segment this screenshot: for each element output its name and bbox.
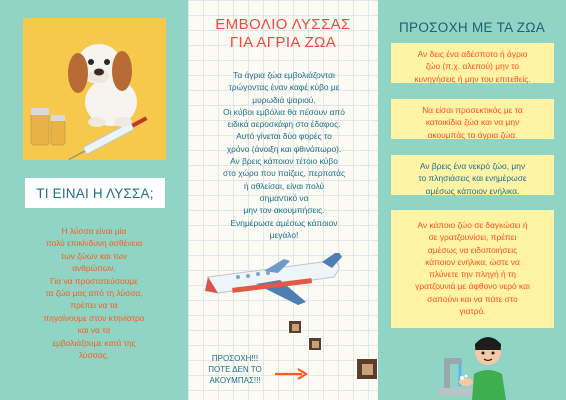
bait-cube-icon: [356, 358, 378, 380]
text-line: Η λύσσα είναι μία: [61, 226, 127, 236]
title-line: ΓΙΑ ΑΓΡΙΑ ΖΩΑ: [229, 34, 337, 51]
dog-toy-illustration: [23, 18, 166, 160]
tip-line: ακουμπάς τα άγρια ζώα.: [427, 129, 518, 140]
tip-line: σε γρατζουνίσει, πρέπει: [428, 232, 517, 243]
tip-line: το πλησιάσεις και ενημέρωσε: [418, 173, 527, 184]
text-line: μεγάλο!: [269, 229, 299, 240]
vaccine-explanation-text: [206, 69, 362, 241]
text-line: Τα άγρια ζώα εμβολιάζονται: [233, 70, 335, 80]
text-line: τα ζώα μας από τη λύσσα,: [45, 288, 143, 299]
text-line: Αν βρεις κάποιον τέτοιο κύβο: [230, 156, 338, 167]
tip-line: Να είσαι προσεκτικός με τα: [422, 105, 523, 115]
tip-line: κυνηγήσεις ή μην του επιτεθείς.: [414, 73, 531, 84]
text-line: ειδικά αεροσκάφη στο έδαφος.: [227, 119, 341, 130]
what-is-rabies-heading: [25, 178, 165, 208]
tip-box: [391, 210, 554, 328]
warning-line: ΠΡΟΣΟΧΗ!!!: [211, 354, 259, 363]
warning-line: ΠΟΤΕ ΔΕΝ ΤΟ: [208, 365, 262, 374]
middle-panel: [188, 0, 378, 400]
left-panel: [0, 0, 188, 400]
left-heading-text: ΤΙ ΕΙΝΑΙ Η ΛΥΣΣΑ;: [36, 185, 154, 201]
dog-vaccine-photo: [23, 18, 166, 160]
text-line: πολύ επικίνδυνη ασθένεια: [45, 238, 143, 249]
text-line: λύσσας.: [78, 350, 110, 361]
bait-cube-icon: [288, 320, 302, 334]
text-line: Οι κύβοι εμβόλια θα πέσουν από: [223, 106, 345, 117]
text-line: πηγαίνουμε στον κτηνίατρο: [43, 312, 145, 323]
tip-box: [391, 43, 554, 83]
tip-line: αμέσως κάποιον ενήλικα.: [425, 185, 520, 196]
tip-box: [391, 99, 554, 139]
tip-line: σαπούνι και να πάτε στο: [427, 293, 518, 304]
text-line: μυρωδιά ψαριού.: [252, 94, 316, 105]
bait-cube-icon: [308, 337, 322, 351]
tip-line: Αν κάποιο ζώο σε δαγκώσει ή: [417, 220, 528, 230]
text-line: ή αθλείσαι, είναι πολύ: [243, 180, 325, 191]
text-line: στο χώρο που παίζεις, περπατάς: [222, 168, 346, 179]
text-line: και να τα: [77, 325, 111, 336]
arrow-right-icon: [274, 368, 308, 380]
tip-line: ζώο (π.χ. αλεπού) μην το: [425, 61, 520, 72]
tip-line: κατοικίδια ζώα και να μην: [425, 117, 520, 128]
tip-line: κάποιον ενήλικα, ώστε να: [425, 256, 520, 267]
tip-line: γιατρό.: [459, 306, 486, 317]
careful-with-animals-title: ΠΡΟΣΟΧΗ ΜΕ ΤΑ ΖΩΑ: [398, 20, 546, 35]
text-line: χρόνο (άνοιξη και φθινόπωρο).: [226, 143, 342, 154]
vaccine-title: [188, 16, 378, 52]
text-line: πρέπει να τα: [70, 300, 118, 311]
text-line: των ζώων και των: [61, 250, 127, 261]
text-line: τρώγοντας έναν καφέ κύβο με: [228, 82, 340, 93]
text-line: Αυτό γίνεται δύο φορές το: [236, 131, 332, 142]
tip-line: αμέσως να ειδοποιήσεις: [427, 244, 518, 255]
text-line: Για να προστατεύσουμε: [50, 275, 138, 286]
tip-line: Αν δεις ένα αδέσποτο ή άγριο: [417, 49, 528, 59]
boy-washing-hands-icon: [436, 330, 516, 400]
tip-line: πλύνετε την πληγή ή τη: [429, 269, 516, 280]
airplane-icon: [202, 253, 342, 315]
text-line: ανθρώπων.: [72, 263, 116, 274]
warning-line: ΑΚΟΥΜΠΑΣ!!!: [209, 376, 261, 385]
text-line: μην τον ακουμπήσεις.: [243, 205, 325, 216]
tip-box: [391, 155, 554, 195]
right-panel: [378, 0, 566, 400]
warning-text: [196, 353, 274, 386]
text-line: εμβολιάζουμε κατά της: [52, 337, 136, 348]
text-line: Ενημέρωσε αμέσως κάποιον: [230, 217, 338, 228]
tip-line: Αν βρεις ένα νεκρό ζώο, μην: [419, 161, 526, 171]
tip-line: γρατζουνιά με άφθονο νερό και: [415, 281, 530, 292]
rabies-explanation-text: [12, 225, 176, 361]
text-line: σημαντικό να: [259, 192, 309, 203]
title-line: ΕΜΒΟΛΙΟ ΛΥΣΣΑΣ: [215, 16, 351, 33]
